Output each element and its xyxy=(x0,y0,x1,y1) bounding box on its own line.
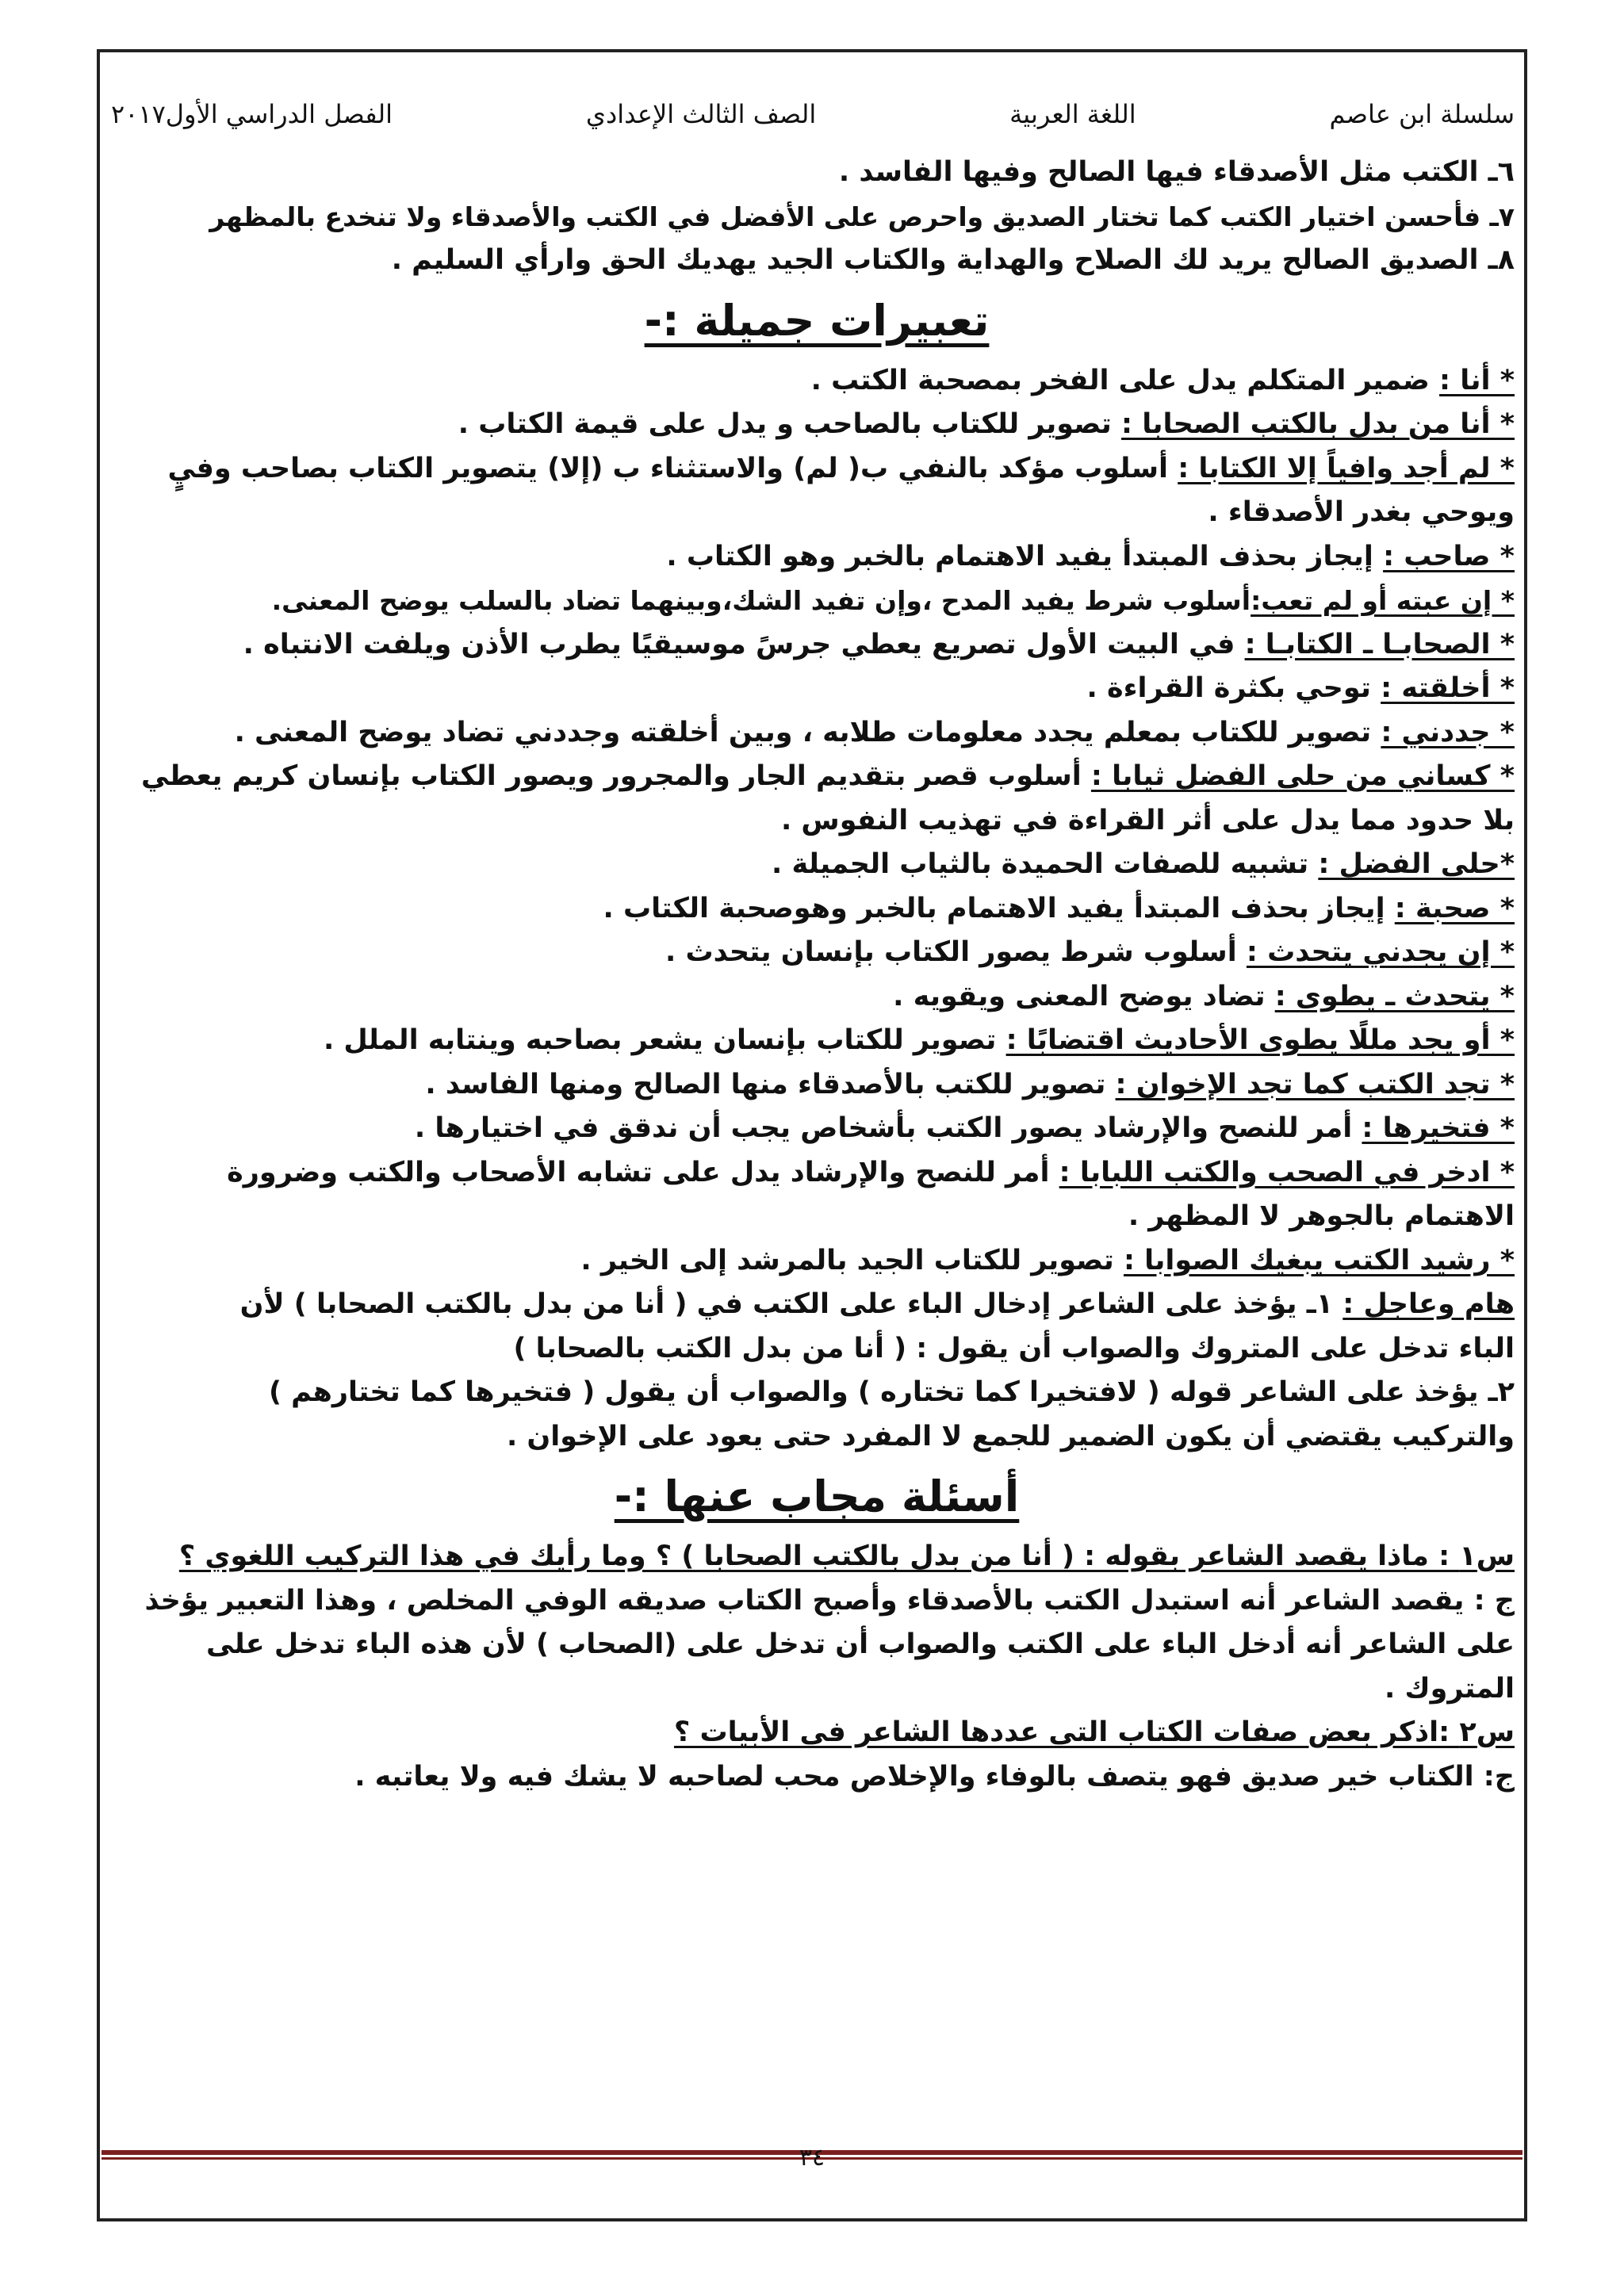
expression-term: * أو يجد مللًا يطوى الأحاديث اقتضابًا : xyxy=(1005,1024,1515,1056)
important-note xyxy=(119,1283,1515,1327)
page-header xyxy=(111,90,1515,138)
expression-term: *حلى الفضل : xyxy=(1318,848,1515,880)
expression-term: * كساني من حلى الفضل ثيابا : xyxy=(1090,760,1515,792)
expression-item xyxy=(119,535,1515,580)
intro-line: ٨ـ الصديق الصالح يريد لك الصلاح والهداية والكتاب الجيد يهديك الحق وارأي السليم . xyxy=(391,244,1515,276)
expression-term: * أنا : xyxy=(1439,364,1515,396)
expression-text: إيجاز بحذف المبتدأ يفيد الاهتمام بالخبر وهو الكتاب . xyxy=(666,540,1384,572)
expression-text: تصوير للكتاب بمعلم يجدد معلومات طلابه ، وبين أخلقته وجددني تضاد يوضح المعنى . xyxy=(234,716,1381,748)
expression-term: * فتخيرها : xyxy=(1362,1112,1515,1144)
expression-text: أسلوب مؤكد بالنفي ب( لم) والاستثناء ب (إلا) يتصوير الكتاب بصاحب وفيٍ ويوحي بغدر الأصدقاء . xyxy=(167,452,1515,528)
expression-text: في البيت الأول تصريع يعطي جرسً موسيقيًا يطرب الأذن ويلفت الانتباه . xyxy=(243,628,1245,660)
expression-term: * لم أجد وافياً إلا الكتابا : xyxy=(1178,452,1515,484)
page-content xyxy=(119,151,1515,1799)
important-line: ٢ـ يؤخذ على الشاعر قوله ( لافتخيرا كما تختاره ) والصواب أن يقول ( فتخيرها كما تختارهم ) xyxy=(268,1376,1515,1408)
expression-text: أسلوب شرط يفيد المدح ،وإن تفيد الشك،وبينهما تضاد بالسلب يوضح المعنى. xyxy=(271,585,1251,616)
intro-line: ٧ـ فأحسن اختيار الكتب كما تختار الصديق واحرص على الأفضل في الكتب والأصدقاء ولا تنخدع بالمظهر xyxy=(209,201,1515,232)
header-series: سلسلة ابن عاصم xyxy=(1329,99,1515,129)
expression-term: * إن يجدني يتحدث : xyxy=(1246,936,1515,968)
expression-text: أمر للنصح والإرشاد يدل على تشابه الأصحاب والكتب وضرورة الاهتمام بالجوهر لا المظهر . xyxy=(227,1156,1515,1232)
expression-text: أسلوب قصر بتقديم الجار والمجرور ويصور الكتاب بإنسان كريم يعطي بلا حدود مما يدل على أثر القراءة في تهذيب النفوس . xyxy=(140,760,1515,836)
expression-text: أسلوب شرط يصور الكتاب بإنسان يتحدث . xyxy=(665,936,1247,968)
header-subject: اللغة العربية xyxy=(1009,99,1136,129)
expression-text: ضمير المتكلم يدل على الفخر بمصحبة الكتب . xyxy=(810,364,1440,396)
expression-term: * جددني : xyxy=(1381,716,1515,748)
expression-item xyxy=(119,1107,1515,1151)
expression-term: * رشيد الكتب يبغيك الصوابا : xyxy=(1123,1244,1515,1276)
expression-text: تصوير للكتاب بالصاحب و يدل على قيمة الكتاب . xyxy=(458,408,1122,440)
expression-item xyxy=(119,1063,1515,1108)
expression-item xyxy=(119,843,1515,887)
expression-text: تصوير للكتب بالأصدقاء منها الصالح ومنها الفاسد . xyxy=(425,1068,1116,1100)
important-line: الباء تدخل على المتروك والصواب أن يقول : ( أنا من بدل الكتب بالصحابا ) xyxy=(513,1332,1515,1364)
expression-term: * ادخر في الصحب والكتب اللبابا : xyxy=(1059,1156,1515,1188)
expression-text: تصوير للكتاب الجيد بالمرشد إلى الخير . xyxy=(580,1244,1124,1276)
expression-item xyxy=(119,1239,1515,1284)
header-term: الفصل الدراسي الأول٢٠١٧ xyxy=(111,99,393,129)
expression-term: * يتحدث ـ يطوى : xyxy=(1274,980,1515,1012)
expression-text: إيجاز بحذف المبتدأ يفيد الاهتمام بالخبر وهوصحبة الكتاب . xyxy=(603,892,1395,924)
expression-text: تشبيه للصفات الحميدة بالثياب الجميلة . xyxy=(772,848,1319,880)
expression-term: * أخلقته : xyxy=(1381,672,1515,704)
expression-term: * تجد الكتب كما تجد الإخوان : xyxy=(1115,1068,1515,1100)
header-grade: الصف الثالث الإعدادي xyxy=(585,99,817,129)
expression-item xyxy=(119,931,1515,975)
important-line: ١ـ يؤخذ على الشاعر إدخال الباء على الكتب في ( أنا من بدل بالكتب الصحابا ) لأن xyxy=(239,1288,1343,1320)
answer: ج: الكتاب خير صديق فهو يتصف بالوفاء والإخلاص محب لصاحبه لا يشك فيه ولا يعاتبه . xyxy=(354,1760,1515,1793)
section-title-expressions: تعبيرات جميلة :- xyxy=(644,295,990,346)
question: س١ : ماذا يقصد الشاعر بقوله : ( أنا من بدل بالكتب الصحابا ) ؟ وما رأيك في هذا التركيب اللغوي ؟ xyxy=(178,1540,1515,1572)
expression-text: تضاد يوضح المعنى ويقويه . xyxy=(893,980,1275,1012)
expression-item xyxy=(119,579,1515,623)
expression-item xyxy=(119,623,1515,668)
expression-item xyxy=(119,447,1515,535)
important-line: والتركيب يقتضي أن يكون الضمير للجمع لا المفرد حتى يعود على الإخوان . xyxy=(506,1420,1515,1452)
page-number: ٣٤ xyxy=(799,2144,825,2172)
expression-term: * أنا من بدل بالكتب الصحابا : xyxy=(1121,408,1515,440)
intro-line: ٦ـ الكتب مثل الأصدقاء فيها الصالح وفيها الفاسد . xyxy=(838,156,1515,188)
expression-item xyxy=(119,1151,1515,1239)
expression-item xyxy=(119,755,1515,843)
important-label: هام وعاجل : xyxy=(1342,1288,1515,1320)
expression-term: * الصحابـا ـ الكتابـا : xyxy=(1244,628,1515,660)
expression-item xyxy=(119,1019,1515,1063)
expression-text: توحي بكثرة القراءة . xyxy=(1086,672,1381,704)
expression-item xyxy=(119,711,1515,756)
answer: ج : يقصد الشاعر أنه استبدل الكتب بالأصدقاء وأصبح الكتاب صديقه الوفي المخلص ، وهذا التعبير يؤخذ على الشاعر أنه أدخل الباء على الكتب والصواب أن تدخل على (الصحاب ) لأن هذه الباء تدخل على المتروك . xyxy=(144,1584,1515,1705)
question: س٢ :اذكر بعض صفات الكتاب التى عددها الشاعر فى الأبيات ؟ xyxy=(673,1716,1515,1748)
section-title-qa: أسئلة مجاب عنها :- xyxy=(614,1471,1020,1521)
expression-item xyxy=(119,975,1515,1020)
expression-item xyxy=(119,359,1515,404)
expression-item xyxy=(119,403,1515,447)
expression-text: أمر للنصح والإرشاد يصور الكتب بأشخاص يجب أن ندقق في اختيارها . xyxy=(414,1112,1362,1144)
expression-term: * صحبة : xyxy=(1394,892,1515,924)
expression-term: * صاحب : xyxy=(1383,540,1515,572)
expression-item xyxy=(119,667,1515,711)
expression-term: * إن عبته أو لم تعب: xyxy=(1251,585,1515,616)
expression-item xyxy=(119,887,1515,932)
expression-text: تصوير للكتاب بإنسان يشعر بصاحبه وينتابه الملل . xyxy=(323,1024,1006,1056)
